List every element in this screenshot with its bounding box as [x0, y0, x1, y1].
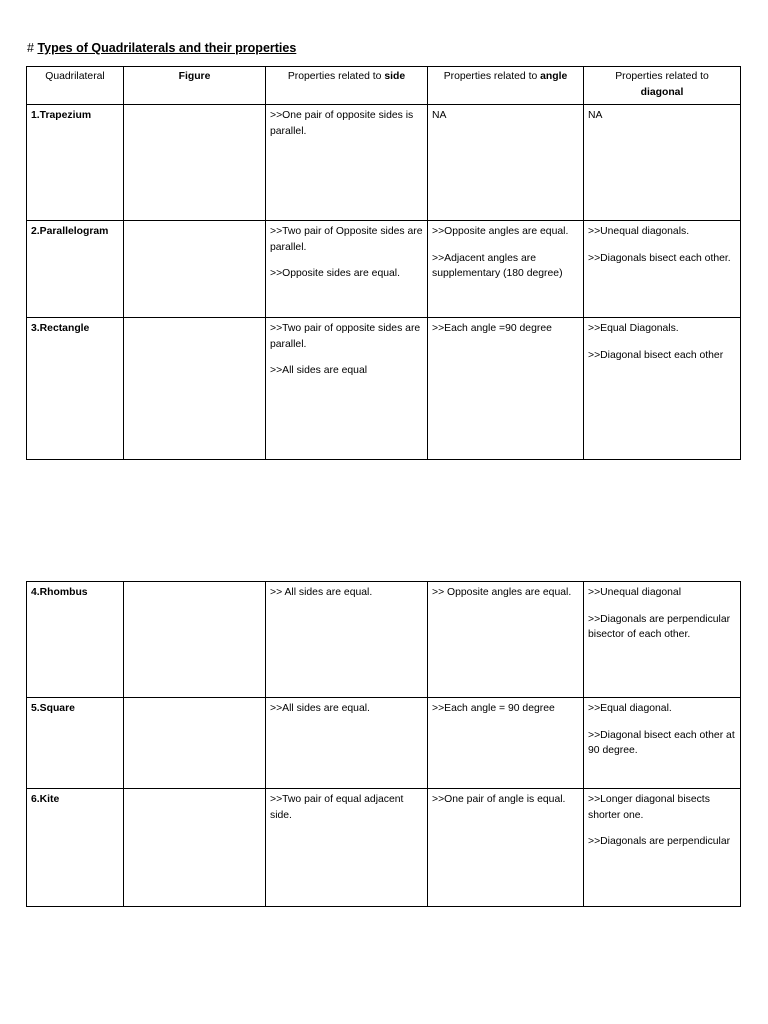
properties-table-2: [26, 581, 741, 907]
header-side: [266, 67, 428, 105]
side-properties-cell: [266, 221, 428, 318]
side-properties-cell: [266, 698, 428, 789]
side-properties-cell: [266, 582, 428, 698]
angle-property: >>One pair of angle is equal.: [432, 794, 566, 805]
figure-cell: [124, 789, 266, 907]
diagonal-property: >>Diagonals are perpendicular: [588, 836, 731, 847]
header-row: [27, 67, 741, 105]
figure-cell: [124, 698, 266, 789]
angle-properties-cell: [428, 105, 584, 221]
angle-property: >>Opposite angles are equal.: [432, 226, 569, 237]
quadrilateral-name: 2.Parallelogram: [27, 221, 124, 318]
header-angle: [428, 67, 584, 105]
header-diagonal-prefix: Properties related to: [615, 71, 709, 82]
header-figure: [124, 67, 266, 105]
angle-property: >>Adjacent angles are supplementary (180 degree): [432, 252, 563, 279]
header-side-prefix: Properties related to: [287, 71, 385, 82]
diagonal-properties-cell: [584, 221, 741, 318]
diagonal-property: >>Equal diagonal.: [588, 703, 672, 714]
title-hash: #: [27, 41, 34, 55]
angle-properties-cell: [428, 221, 584, 318]
side-property: >>Opposite sides are equal.: [270, 268, 400, 279]
diagonal-properties-cell: [584, 318, 741, 460]
angle-property: NA: [432, 110, 447, 121]
angle-property: >> Opposite angles are equal.: [432, 587, 572, 598]
side-property: >>All sides are equal.: [270, 703, 370, 714]
header-diagonal: [584, 67, 741, 105]
header-angle-prefix: Properties related to: [443, 71, 541, 82]
figure-cell: [124, 582, 266, 698]
side-properties-cell: [266, 105, 428, 221]
angle-property: >>Each angle = 90 degree: [432, 703, 555, 714]
side-property: >>One pair of opposite sides is parallel.: [270, 110, 414, 137]
diagonal-property: >>Equal Diagonals.: [588, 323, 679, 334]
side-property: >>Two pair of opposite sides are parallel.: [270, 323, 421, 350]
side-properties-cell: [266, 789, 428, 907]
table-row: [27, 789, 741, 907]
side-property: >> All sides are equal.: [270, 587, 373, 598]
diagonal-property: >>Longer diagonal bisects shorter one.: [588, 794, 710, 821]
figure-cell: [124, 221, 266, 318]
diagonal-property: >>Diagonal bisect each other at 90 degree.: [588, 729, 735, 756]
diagonal-property: >>Unequal diagonals.: [588, 226, 690, 237]
diagonal-property: >>Unequal diagonal: [588, 587, 682, 598]
header-side-bold: side: [384, 71, 406, 82]
angle-properties-cell: [428, 318, 584, 460]
diagonal-property: >>Diagonal bisect each other: [588, 349, 724, 361]
side-property: >>Two pair of Opposite sides are parallel.: [270, 226, 423, 253]
angle-properties-cell: [428, 789, 584, 907]
table-row: [27, 582, 741, 698]
title-text: Types of Quadrilaterals and their properties: [37, 41, 297, 55]
page-title: [27, 40, 296, 56]
side-property: >>All sides are equal: [270, 365, 368, 376]
header-angle-bold: angle: [540, 71, 568, 82]
quadrilateral-name: 3.Rectangle: [27, 318, 124, 460]
angle-property: >>Each angle =90 degree: [432, 323, 552, 334]
header-diagonal-bold: diagonal: [640, 86, 684, 98]
header-figure-label: Figure: [178, 71, 211, 82]
quadrilateral-name: 6.Kite: [27, 789, 124, 907]
side-properties-cell: [266, 318, 428, 460]
table-row: [27, 105, 741, 221]
figure-cell: [124, 105, 266, 221]
header-quadrilateral: Quadrilateral: [27, 67, 124, 105]
diagonal-property: >>Diagonals are perpendicular bisector of each other.: [588, 613, 731, 640]
diagonal-properties-cell: [584, 698, 741, 789]
side-property: >>Two pair of equal adjacent side.: [270, 794, 404, 821]
angle-properties-cell: [428, 698, 584, 789]
angle-properties-cell: [428, 582, 584, 698]
table-row: [27, 698, 741, 789]
table-row: [27, 318, 741, 460]
diagonal-properties-cell: [584, 105, 741, 221]
quadrilateral-name: 1.Trapezium: [27, 105, 124, 221]
diagonal-property: >>Diagonals bisect each other.: [588, 252, 731, 264]
diagonal-property: NA: [588, 110, 603, 121]
figure-cell: [124, 318, 266, 460]
diagonal-properties-cell: [584, 582, 741, 698]
diagonal-properties-cell: [584, 789, 741, 907]
table-row: [27, 221, 741, 318]
quadrilateral-name: 5.Square: [27, 698, 124, 789]
properties-table-1: [26, 66, 741, 460]
quadrilateral-name: 4.Rhombus: [27, 582, 124, 698]
